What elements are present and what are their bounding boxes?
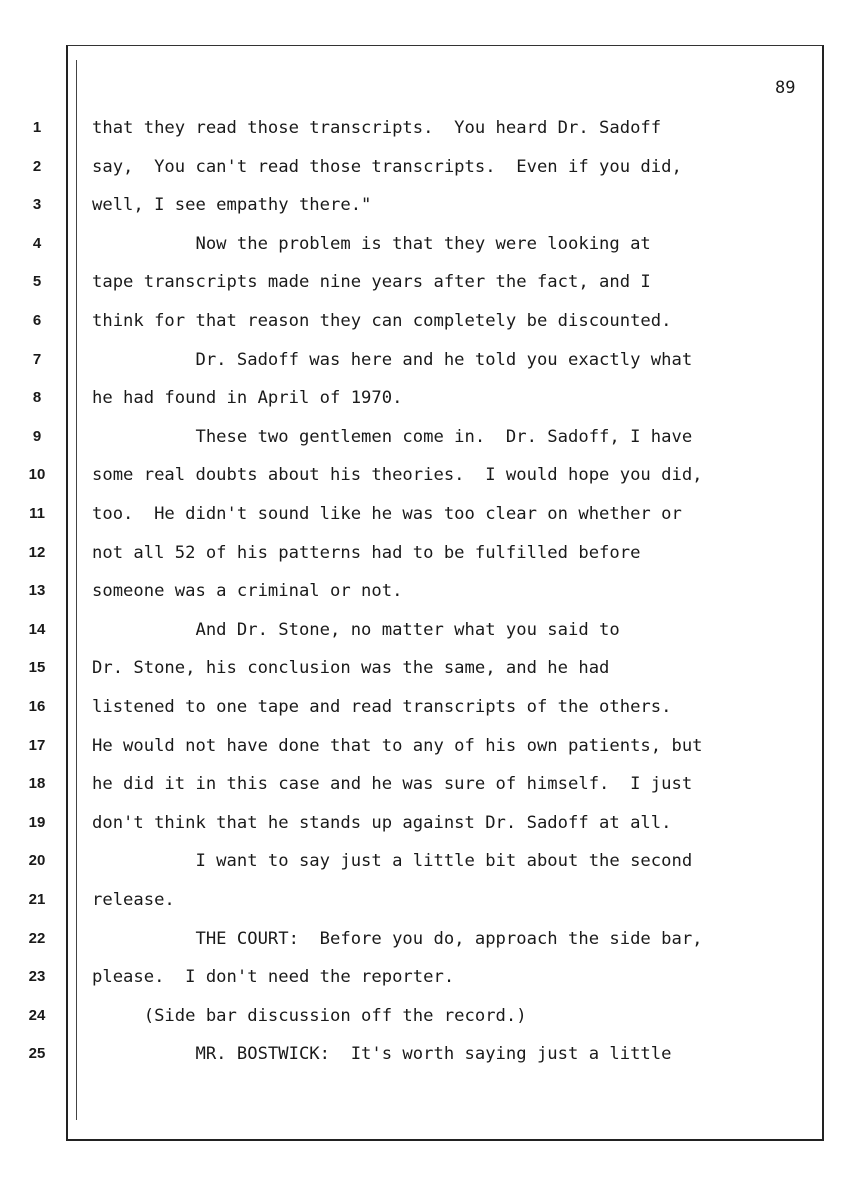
transcript-line: tape transcripts made nine years after the fact, and I bbox=[92, 272, 651, 292]
line-number: 9 bbox=[32, 428, 42, 445]
transcript-line: And Dr. Stone, no matter what you said to bbox=[92, 620, 620, 640]
line-number: 7 bbox=[32, 351, 42, 368]
line-number: 13 bbox=[28, 582, 46, 599]
line-number: 18 bbox=[28, 775, 46, 792]
transcript-line: I want to say just a little bit about the second bbox=[92, 851, 693, 871]
page-number: 89 bbox=[775, 78, 796, 98]
transcript-line: MR. BOSTWICK: It's worth saying just a little bbox=[92, 1044, 672, 1064]
transcript-line: These two gentlemen come in. Dr. Sadoff, I have bbox=[92, 427, 693, 447]
line-number: 8 bbox=[32, 389, 42, 406]
line-number: 1 bbox=[32, 119, 42, 136]
transcript-line: he had found in April of 1970. bbox=[92, 388, 403, 408]
line-number: 21 bbox=[28, 891, 46, 908]
transcript-line: (Side bar discussion off the record.) bbox=[92, 1006, 527, 1026]
line-number: 25 bbox=[28, 1045, 46, 1062]
transcript-line: too. He didn't sound like he was too clear on whether or bbox=[92, 504, 682, 524]
transcript-line: that they read those transcripts. You heard Dr. Sadoff bbox=[92, 118, 662, 138]
line-number: 3 bbox=[32, 196, 42, 213]
line-number: 5 bbox=[32, 273, 42, 290]
transcript-line: say, You can't read those transcripts. Even if you did, bbox=[92, 157, 682, 177]
transcript-line: he did it in this case and he was sure of himself. I just bbox=[92, 774, 693, 794]
line-number: 22 bbox=[28, 930, 46, 947]
line-number: 11 bbox=[29, 505, 45, 522]
transcript-line: some real doubts about his theories. I would hope you did, bbox=[92, 465, 703, 485]
transcript-line: release. bbox=[92, 890, 175, 910]
transcript-line: someone was a criminal or not. bbox=[92, 581, 403, 601]
line-number: 2 bbox=[32, 158, 42, 175]
line-number: 10 bbox=[28, 466, 46, 483]
transcript-line: don't think that he stands up against Dr. Sadoff at all. bbox=[92, 813, 672, 833]
transcript-line: Dr. Stone, his conclusion was the same, and he had bbox=[92, 658, 610, 678]
transcript-line: think for that reason they can completely be discounted. bbox=[92, 311, 672, 331]
transcript-line: please. I don't need the reporter. bbox=[92, 967, 455, 987]
line-number: 16 bbox=[28, 698, 46, 715]
line-number: 24 bbox=[28, 1007, 46, 1024]
line-number: 12 bbox=[28, 544, 46, 561]
line-number: 15 bbox=[28, 659, 46, 676]
line-number: 6 bbox=[32, 312, 42, 329]
line-number: 14 bbox=[28, 621, 46, 638]
margin-rule bbox=[76, 60, 77, 1120]
line-number: 19 bbox=[28, 814, 46, 831]
line-number: 20 bbox=[28, 852, 46, 869]
transcript-line: THE COURT: Before you do, approach the side bar, bbox=[92, 929, 703, 949]
line-number: 4 bbox=[32, 235, 42, 252]
transcript-line: well, I see empathy there." bbox=[92, 195, 372, 215]
transcript-line: not all 52 of his patterns had to be fulfilled before bbox=[92, 543, 641, 563]
transcript-line: He would not have done that to any of his own patients, but bbox=[92, 736, 703, 756]
line-number: 23 bbox=[28, 968, 46, 985]
transcript-line: Dr. Sadoff was here and he told you exactly what bbox=[92, 350, 693, 370]
transcript-line: listened to one tape and read transcripts of the others. bbox=[92, 697, 672, 717]
transcript-line: Now the problem is that they were looking at bbox=[92, 234, 651, 254]
line-number: 17 bbox=[28, 737, 46, 754]
